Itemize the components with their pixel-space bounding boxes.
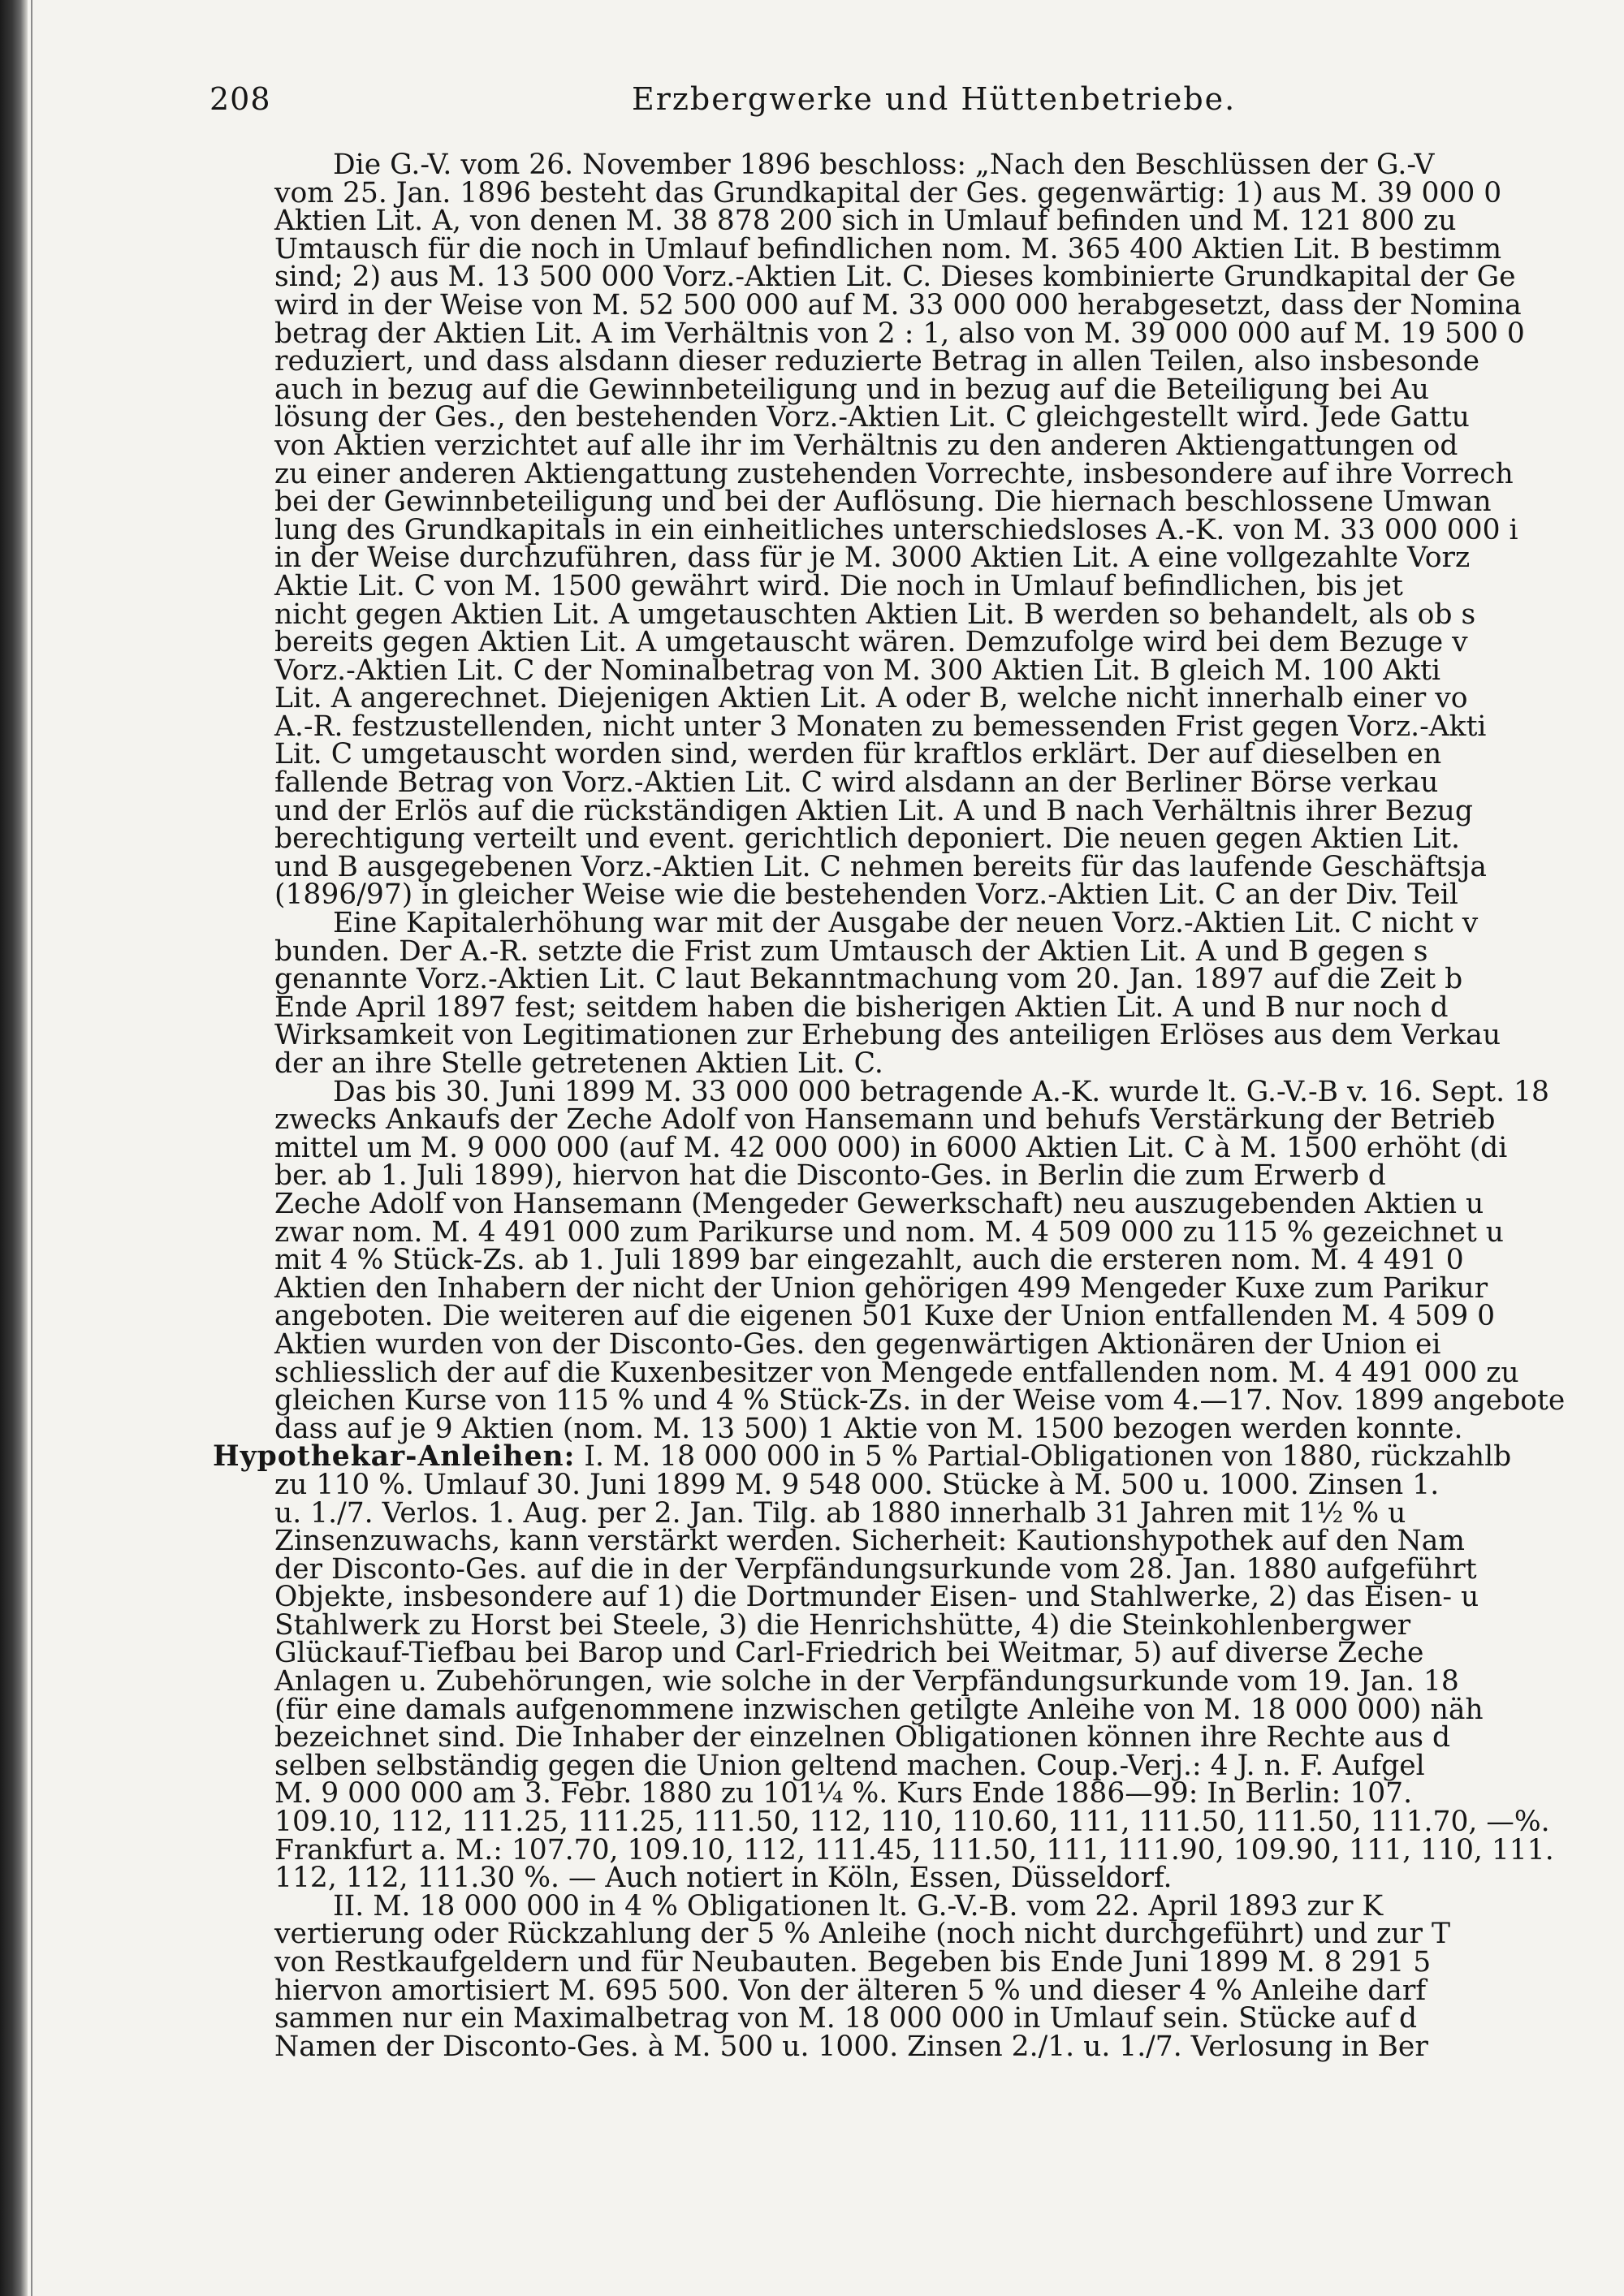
text-line: Die G.-V. vom 26. November 1896 beschloss: „Nach den Beschlüssen der G.-V — [333, 149, 1435, 181]
text-line: und B ausgegebenen Vorz.-Aktien Lit. C nehmen bereits für das laufende Geschäftsja — [274, 850, 1487, 883]
text-line: von Restkaufgeldern und für Neubauten. Begeben bis Ende Juni 1899 M. 8 291 5 — [274, 1946, 1432, 1979]
text-line: schliesslich der auf die Kuxenbesitzer von Mengede entfallenden nom. M. 4 491 000 zu — [274, 1356, 1519, 1389]
text-line: lung des Grundkapitals in ein einheitliches unterschiedsloses A.-K. von M. 33 000 000 i — [274, 513, 1518, 546]
text-line: berechtigung verteilt und event. gerichtlich deponiert. Die neuen gegen Aktien Lit. — [274, 822, 1460, 856]
text-line: 112, 112, 111.30 %. — Auch notiert in Köln, Essen, Düsseldorf. — [274, 1862, 1173, 1895]
text-line: reduziert, und dass alsdann dieser reduzierte Betrag in allen Teilen, also insbesonde — [274, 345, 1480, 378]
text-line: zwecks Ankaufs der Zeche Adolf von Hansemann und behufs Verstärkung der Betrieb — [274, 1103, 1496, 1137]
text-line: Aktien den Inhabern der nicht der Union gehörigen 499 Mengeder Kuxe zum Parikur — [274, 1271, 1488, 1305]
text-line: vom 25. Jan. 1896 besteht das Grundkapital der Ges. gegenwärtig: 1) aus M. 39 000 0 — [274, 176, 1502, 209]
text-line: u. 1./7. Verlos. 1. Aug. per 2. Jan. Tilg. ab 1880 innerhalb 31 Jahren mit 1½ % u — [274, 1496, 1406, 1530]
text-line: Objekte, insbesondere auf 1) die Dortmunder Eisen- und Stahlwerke, 2) das Eisen- u — [274, 1581, 1479, 1614]
text-line: Frankfurt a. M.: 107.70, 109.10, 112, 111.45, 111.50, 111, 111.90, 109.90, 111, 110, 111. — [274, 1833, 1554, 1867]
text-line: zu 110 %. Umlauf 30. Juni 1899 M. 9 548 000. Stücke à M. 500 u. 1000. Zinsen 1. — [274, 1468, 1440, 1501]
text-line: bereits gegen Aktien Lit. A umgetauscht wären. Demzufolge wird bei dem Bezuge v — [274, 626, 1468, 659]
text-line: Wirksamkeit von Legitimationen zur Erhebung des anteiligen Erlöses aus dem Verkau — [274, 1019, 1501, 1052]
text-line: II. M. 18 000 000 in 4 % Obligationen lt. G.-V.-B. vom 22. April 1893 zur K — [333, 1889, 1384, 1923]
text-line: Das bis 30. Juni 1899 M. 33 000 000 betragende A.-K. wurde lt. G.-V.-B v. 16. Sept. 18 — [333, 1075, 1549, 1108]
page-header — [209, 81, 1541, 130]
text-line: mittel um M. 9 000 000 (auf M. 42 000 000) in 6000 Aktien Lit. C à M. 1500 erhöht (di — [274, 1131, 1508, 1164]
text-line: M. 9 000 000 am 3. Febr. 1880 zu 101¼ %. Kurs Ende 1886—99: In Berlin: 107. — [274, 1777, 1413, 1810]
hypothek-line — [213, 1440, 1559, 1474]
text-line: Ende April 1897 fest; seitdem haben die bisherigen Aktien Lit. A und B nur noch d — [274, 990, 1449, 1024]
text-line: Aktien Lit. A, von denen M. 38 878 200 sich in Umlauf befinden und M. 121 800 zu — [274, 205, 1457, 238]
text-line: wird in der Weise von M. 52 500 000 auf M. 33 000 000 herabgesetzt, dass der Nomina — [274, 288, 1522, 322]
text-line: Aktien wurden von der Disconto-Ges. den gegenwärtigen Aktionären der Union ei — [274, 1327, 1441, 1361]
text-line: Stahlwerk zu Horst bei Steele, 3) die Henrichshütte, 4) die Steinkohlenbergwer — [274, 1608, 1411, 1642]
text-line: bei der Gewinnbeteiligung und bei der Auflösung. Die hiernach beschlossene Umwan — [274, 486, 1492, 519]
text-line: betrag der Aktien Lit. A im Verhältnis von 2 : 1, also von M. 39 000 000 auf M. 19 500 0 — [274, 317, 1525, 350]
text-line: hiervon amortisiert M. 695 500. Von der älteren 5 % und dieser 4 % Anleihe darf — [274, 1974, 1427, 2007]
text-line: ber. ab 1. Juli 1899), hiervon hat die Disconto-Ges. in Berlin die zum Erwerb d — [274, 1159, 1386, 1193]
text-line: gleichen Kurse von 115 % und 4 % Stück-Zs. in der Weise vom 4.—17. Nov. 1899 angebote — [274, 1384, 1566, 1418]
text-line: Lit. C umgetauscht worden sind, werden für kraftlos erklärt. Der auf dieselben en — [274, 738, 1442, 771]
section-label: Hypothekar-Anleihen: — [213, 1440, 576, 1474]
text-line: bunden. Der A.-R. setzte die Frist zum Umtausch der Aktien Lit. A und B gegen s — [274, 934, 1428, 968]
text-line: Eine Kapitalerhöhung war mit der Ausgabe der neuen Vorz.-Aktien Lit. C nicht v — [333, 907, 1479, 940]
text-line: genannte Vorz.-Aktien Lit. C laut Bekanntmachung vom 20. Jan. 1897 auf die Zeit b — [274, 963, 1463, 996]
text-line: der an ihre Stelle getretenen Aktien Lit. C. — [274, 1047, 883, 1080]
text-line: Umtausch für die noch in Umlauf befindlichen nom. M. 365 400 Aktien Lit. B bestimm — [274, 232, 1502, 265]
section-first-line: I. M. 18 000 000 in 5 % Partial-Obligationen von 1880, rückzahlb — [575, 1440, 1512, 1474]
book-spine-shadow — [0, 0, 28, 2296]
text-line: Zeche Adolf von Hansemann (Mengeder Gewerkschaft) neu auszugebenden Aktien u — [274, 1187, 1484, 1220]
body-text — [213, 149, 1566, 2063]
text-line: selben selbständig gegen die Union geltend machen. Coup.-Verj.: 4 J. n. F. Aufgel — [274, 1749, 1425, 1782]
text-line: bezeichnet sind. Die Inhaber der einzelnen Obligationen können ihre Rechte aus d — [274, 1721, 1451, 1754]
text-line: zwar nom. M. 4 491 000 zum Parikurse und nom. M. 4 509 000 zu 115 % gezeichnet u — [274, 1215, 1504, 1249]
text-line: (1896/97) in gleicher Weise wie die bestehenden Vorz.-Aktien Lit. C an der Div. Teil — [274, 878, 1458, 912]
text-line: Namen der Disconto-Ges. à M. 500 u. 1000. Zinsen 2./1. u. 1./7. Verlosung in Ber — [274, 2030, 1428, 2063]
text-line: in der Weise durchzuführen, dass für je M. 3000 Aktien Lit. A eine vollgezahlte Vorz — [274, 542, 1471, 575]
text-line: Zinsenzuwachs, kann verstärkt werden. Sicherheit: Kautionshypothek auf den Nam — [274, 1525, 1465, 1558]
running-title: Erzbergwerke und Hüttenbetriebe. — [632, 81, 1237, 117]
text-line: fallende Betrag von Vorz.-Aktien Lit. C wird alsdann an der Berliner Börse verkau — [274, 766, 1439, 800]
text-line: der Disconto-Ges. auf die in der Verpfändungsurkunde vom 28. Jan. 1880 aufgeführt — [274, 1552, 1477, 1586]
text-line: angeboten. Die weiteren auf die eigenen 501 Kuxe der Union entfallenden M. 4 509 0 — [274, 1300, 1496, 1333]
page-number: 208 — [209, 81, 271, 117]
text-line: auch in bezug auf die Gewinnbeteiligung und in bezug auf die Beteiligung bei Au — [274, 373, 1429, 406]
text-line: Vorz.-Aktien Lit. C der Nominalbetrag von M. 300 Aktien Lit. B gleich M. 100 Akti — [274, 654, 1440, 687]
text-line: und der Erlös auf die rückständigen Aktien Lit. A und B nach Verhältnis ihrer Bezug — [274, 794, 1473, 827]
text-line: Anlagen u. Zubehörungen, wie solche in der Verpfändungsurkunde vom 19. Jan. 18 — [274, 1665, 1459, 1698]
text-line: lösung der Ges., den bestehenden Vorz.-Aktien Lit. C gleichgestellt wird. Jede Gattu — [274, 401, 1470, 434]
text-line: von Aktien verzichtet auf alle ihr im Verhältnis zu den anderen Aktiengattungen od — [274, 429, 1458, 462]
text-line: vertierung oder Rückzahlung der 5 % Anleihe (noch nicht durchgeführt) und zur T — [274, 1918, 1450, 1951]
text-line: 109.10, 112, 111.25, 111.25, 111.50, 112, 110, 110.60, 111, 111.50, 111.50, 111.70, —%. — [274, 1806, 1550, 1839]
text-line: dass auf je 9 Aktien (nom. M. 13 500) 1 Aktie von M. 1500 bezogen werden konnte. — [274, 1412, 1463, 1445]
page-edge-line — [31, 0, 32, 2296]
text-line: Lit. A angerechnet. Diejenigen Aktien Lit. A oder B, welche nicht innerhalb einer vo — [274, 682, 1468, 715]
text-line: sammen nur ein Maximalbetrag von M. 18 000 000 in Umlauf sein. Stücke auf d — [274, 2002, 1418, 2035]
text-line: mit 4 % Stück-Zs. ab 1. Juli 1899 bar eingezahlt, auch die ersteren nom. M. 4 491 0 — [274, 1244, 1464, 1277]
text-line: Glückauf-Tiefbau bei Barop und Carl-Friedrich bei Weitmar, 5) auf diverse Zeche — [274, 1637, 1424, 1670]
text-line: A.-R. festzustellenden, nicht unter 3 Monaten zu bemessenden Frist gegen Vorz.-Akti — [274, 710, 1487, 743]
text-line: zu einer anderen Aktiengattung zustehenden Vorrechte, insbesondere auf ihre Vorrech — [274, 457, 1514, 490]
text-line: Aktie Lit. C von M. 1500 gewährt wird. Die noch in Umlauf befindlichen, bis jet — [274, 569, 1403, 602]
text-line: sind; 2) aus M. 13 500 000 Vorz.-Aktien Lit. C. Dieses kombinierte Grundkapital der Ge — [274, 261, 1516, 294]
text-line: (für eine damals aufgenommene inzwischen getilgte Anleihe von M. 18 000 000) näh — [274, 1693, 1484, 1726]
text-line: nicht gegen Aktien Lit. A umgetauschten Aktien Lit. B werden so behandelt, als ob s — [274, 598, 1476, 631]
